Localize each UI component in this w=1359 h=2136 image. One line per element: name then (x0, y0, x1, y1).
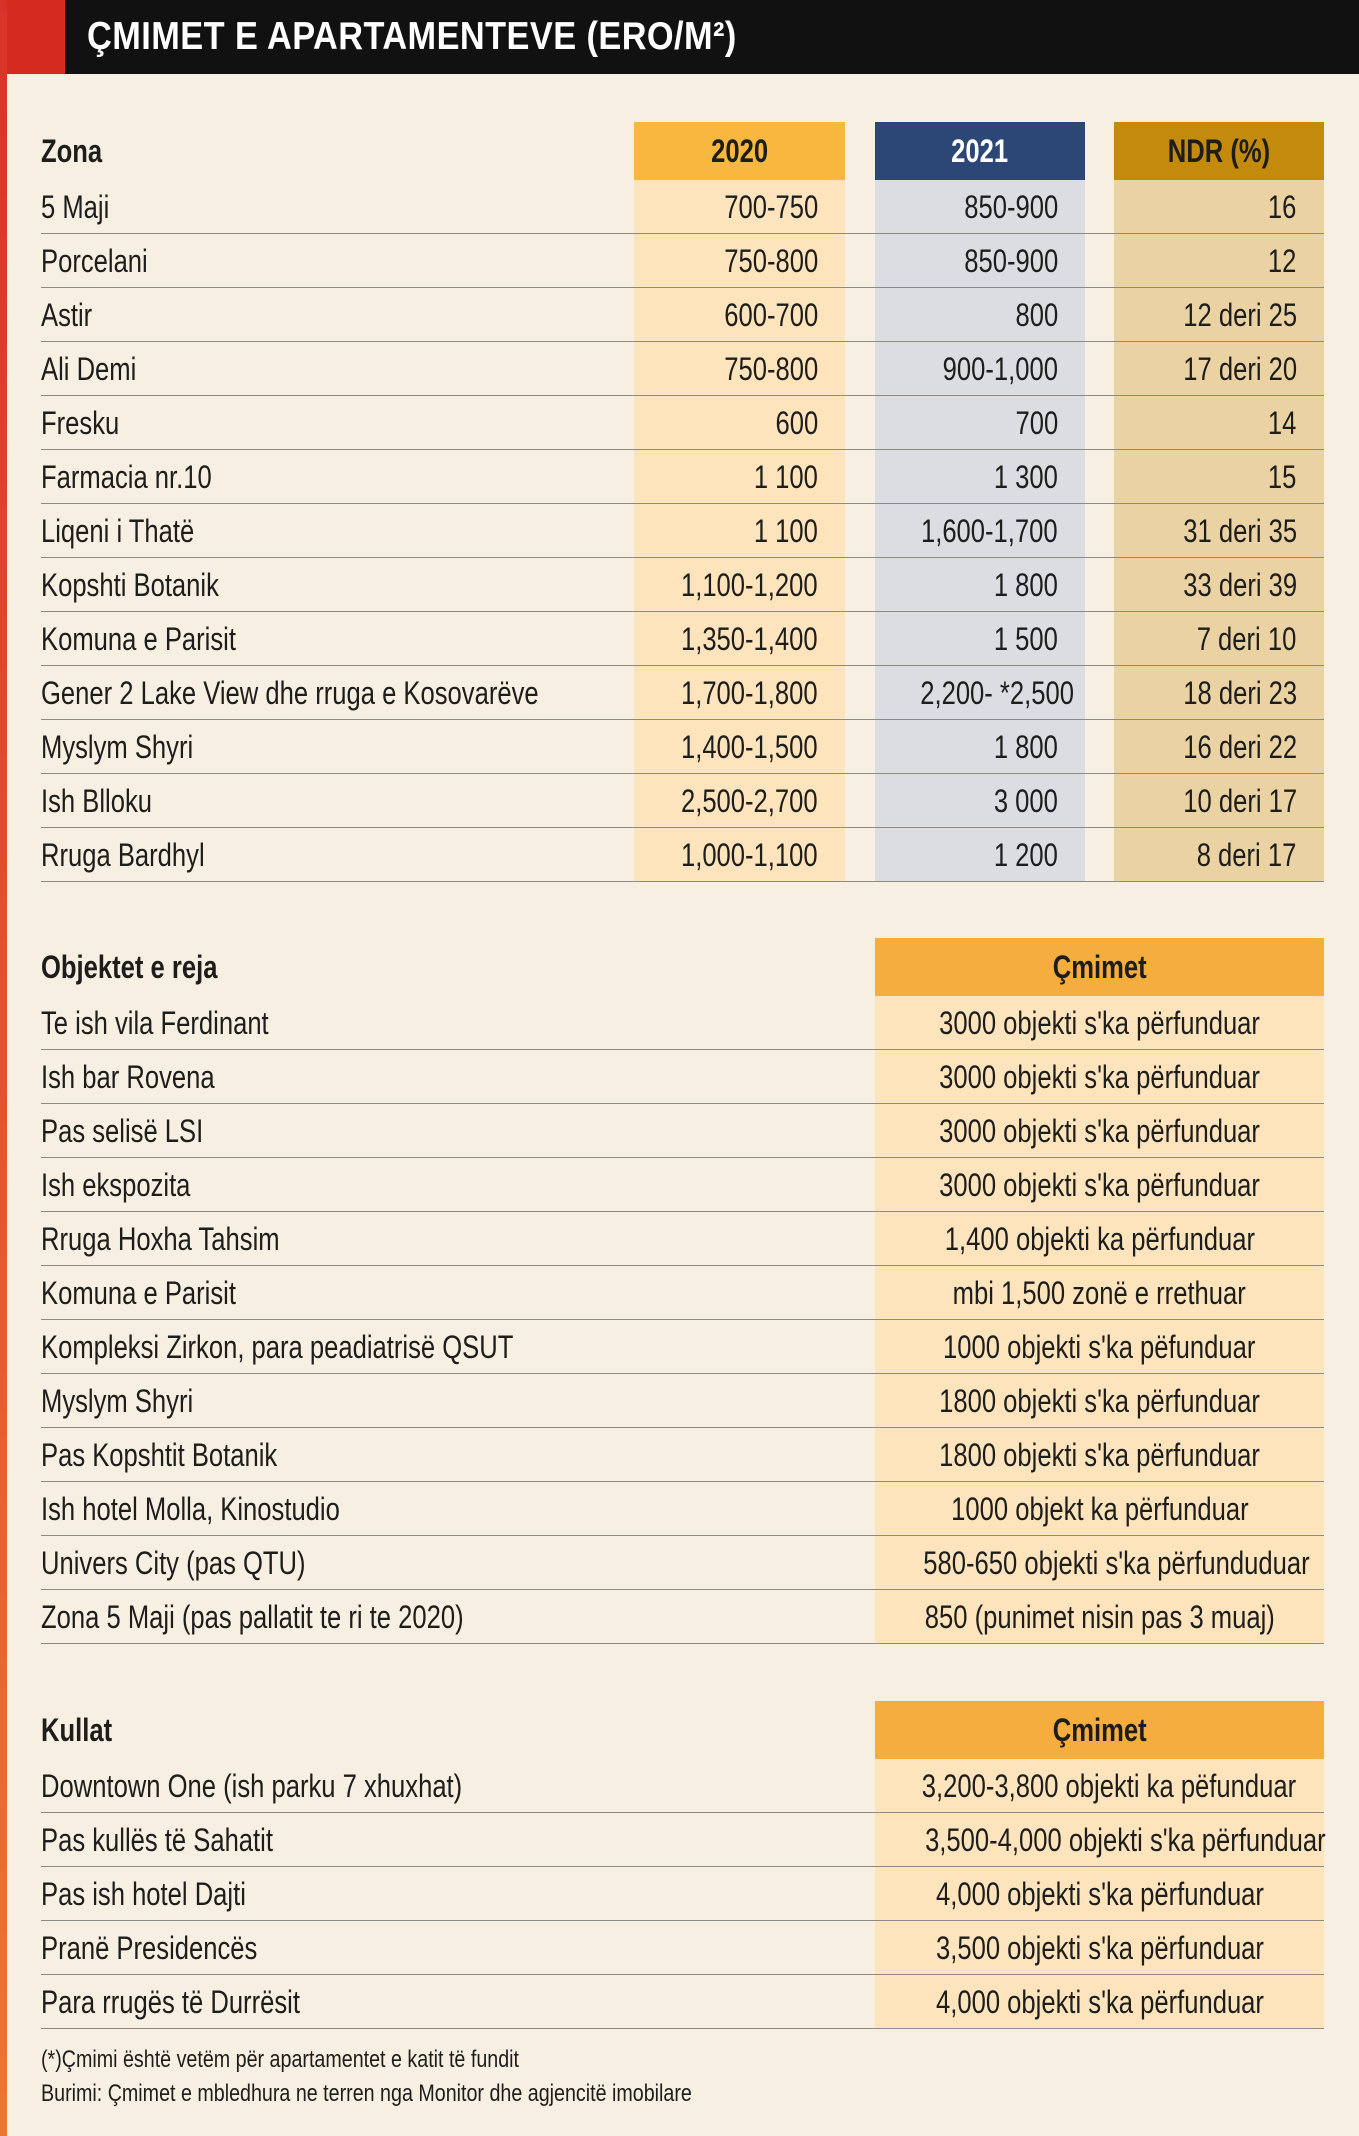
price-2020: 1,100-1,200 (634, 558, 845, 611)
building-name: Ish ekspozita (41, 1167, 191, 1203)
building-price: 1,400 objekti ka përfunduar (875, 1212, 1324, 1265)
zone-name: Ish Blloku (41, 783, 152, 819)
year-2021-column-header: 2021 (875, 122, 1085, 180)
price-2020: 1,400-1,500 (634, 720, 845, 773)
price-2021: 700 (875, 396, 1085, 449)
table-row (41, 1266, 1324, 1320)
price-2020: 600-700 (634, 288, 845, 341)
table-row (41, 1759, 1324, 1813)
building-price: mbi 1,500 zonë e rrethuar (875, 1266, 1324, 1319)
building-name: Pranë Presidencës (41, 1930, 258, 1966)
zone-name: 5 Maji (41, 189, 110, 225)
price-2021: 1 300 (875, 450, 1085, 503)
building-price: 4,000 objekti s'ka përfunduar (875, 1867, 1324, 1920)
zone-name: Porcelani (41, 243, 148, 279)
table-row (41, 504, 1324, 558)
table-row (41, 1867, 1324, 1921)
table-row (41, 666, 1324, 720)
table-row (41, 180, 1324, 234)
price-2020: 600 (634, 396, 845, 449)
table-row (41, 1813, 1324, 1867)
page-title: ÇMIMET E APARTAMENTEVE (ERO/M²) (87, 15, 737, 58)
building-price: 3000 objekti s'ka përfunduar (875, 1104, 1324, 1157)
price-2020: 750-800 (634, 234, 845, 287)
price-2020: 700-750 (634, 180, 845, 233)
new-buildings-price-header: Çmimet (875, 938, 1324, 996)
price-2020: 1 100 (634, 450, 845, 503)
building-price: 1000 objekti s'ka pëfunduar (875, 1320, 1324, 1373)
table-row (41, 1428, 1324, 1482)
zone-name: Rruga Bardhyl (41, 837, 205, 873)
building-name: Te ish vila Ferdinant (41, 1005, 269, 1041)
price-2021: 800 (875, 288, 1085, 341)
price-2021: 3 000 (875, 774, 1085, 827)
new-buildings-table (41, 938, 1324, 1644)
year-2020-column-header: 2020 (634, 122, 845, 180)
zone-name: Fresku (41, 405, 120, 441)
zone-name: Komuna e Parisit (41, 621, 236, 657)
building-name: Univers City (pas QTU) (41, 1545, 306, 1581)
building-name: Pas selisë LSI (41, 1113, 204, 1149)
table-row (41, 450, 1324, 504)
building-price: 580-650 objekti s'ka përfunduduar (875, 1536, 1324, 1589)
building-price: 3,200-3,800 objekti ka pëfunduar (875, 1759, 1324, 1812)
zone-name: Astir (41, 297, 93, 333)
header-accent-block (7, 0, 65, 74)
change-column-header: NDR (%) (1114, 122, 1324, 180)
change-percent: 31 deri 35 (1114, 504, 1324, 557)
change-percent: 12 deri 25 (1114, 288, 1324, 341)
price-2020: 1,700-1,800 (634, 666, 845, 719)
price-2020: 1 100 (634, 504, 845, 557)
price-2021: 1 800 (875, 720, 1085, 773)
price-2021: 1 800 (875, 558, 1085, 611)
building-price: 3,500-4,000 objekti s'ka përfunduar (875, 1813, 1324, 1866)
change-percent: 14 (1114, 396, 1324, 449)
change-percent: 7 deri 10 (1114, 612, 1324, 665)
building-name: Komuna e Parisit (41, 1275, 236, 1311)
zones-table (41, 122, 1324, 882)
new-buildings-header-row (41, 938, 1324, 996)
zone-column-header: Zona (41, 133, 103, 169)
table-row (41, 1482, 1324, 1536)
change-percent: 16 (1114, 180, 1324, 233)
building-name: Pas ish hotel Dajti (41, 1876, 246, 1912)
building-price: 3000 objekti s'ka përfunduar (875, 996, 1324, 1049)
change-percent: 12 (1114, 234, 1324, 287)
table-row (41, 1536, 1324, 1590)
change-percent: 17 deri 20 (1114, 342, 1324, 395)
table-row (41, 396, 1324, 450)
towers-price-header: Çmimet (875, 1701, 1324, 1759)
table-row (41, 288, 1324, 342)
table-row (41, 1050, 1324, 1104)
page-header (7, 0, 1359, 74)
table-row (41, 720, 1324, 774)
table-row (41, 774, 1324, 828)
building-price: 4,000 objekti s'ka përfunduar (875, 1975, 1324, 2028)
price-2021: 1,600-1,700 (875, 504, 1085, 557)
building-price: 3000 objekti s'ka përfunduar (875, 1158, 1324, 1211)
building-name: Rruga Hoxha Tahsim (41, 1221, 280, 1257)
price-2021: 2,200- *2,500 (875, 666, 1085, 719)
building-name: Ish hotel Molla, Kinostudio (41, 1491, 340, 1527)
building-price: 1000 objekt ka përfunduar (875, 1482, 1324, 1535)
change-percent: 33 deri 39 (1114, 558, 1324, 611)
footnote: (*)Çmimi është vetëm për apartamentet e katit të fundit (41, 2046, 519, 2073)
table-row (41, 1212, 1324, 1266)
building-name: Pas kullës të Sahatit (41, 1822, 273, 1858)
zone-name: Farmacia nr.10 (41, 459, 212, 495)
towers-column-header: Kullat (41, 1712, 113, 1748)
building-name: Ish bar Rovena (41, 1059, 215, 1095)
building-price: 850 (punimet nisin pas 3 muaj) (875, 1590, 1324, 1643)
building-price: 3000 objekti s'ka përfunduar (875, 1050, 1324, 1103)
towers-header-row (41, 1701, 1324, 1759)
table-row (41, 1975, 1324, 2029)
change-percent: 15 (1114, 450, 1324, 503)
zone-name: Ali Demi (41, 351, 137, 387)
price-2020: 2,500-2,700 (634, 774, 845, 827)
new-buildings-column-header: Objektet e reja (41, 949, 218, 985)
change-percent: 18 deri 23 (1114, 666, 1324, 719)
table-row (41, 828, 1324, 882)
building-name: Kompleksi Zirkon, para peadiatrisë QSUT (41, 1329, 514, 1365)
change-percent: 10 deri 17 (1114, 774, 1324, 827)
building-name: Downtown One (ish parku 7 xhuxhat) (41, 1768, 463, 1804)
change-percent: 16 deri 22 (1114, 720, 1324, 773)
towers-table (41, 1701, 1324, 2029)
price-2021: 1 500 (875, 612, 1085, 665)
building-price: 1800 objekti s'ka përfunduar (875, 1374, 1324, 1427)
building-name: Myslym Shyri (41, 1383, 194, 1419)
table-row (41, 342, 1324, 396)
table-row (41, 558, 1324, 612)
zones-header-row (41, 122, 1324, 180)
price-2020: 750-800 (634, 342, 845, 395)
table-row (41, 612, 1324, 666)
table-row (41, 1374, 1324, 1428)
table-row (41, 996, 1324, 1050)
zone-name: Kopshti Botanik (41, 567, 219, 603)
zone-name: Liqeni i Thatë (41, 513, 195, 549)
zone-name: Myslym Shyri (41, 729, 194, 765)
table-row (41, 1158, 1324, 1212)
building-name: Zona 5 Maji (pas pallatit te ri te 2020) (41, 1599, 464, 1635)
table-row (41, 1104, 1324, 1158)
price-2021: 1 200 (875, 828, 1085, 881)
price-2020: 1,350-1,400 (634, 612, 845, 665)
building-name: Pas Kopshtit Botanik (41, 1437, 278, 1473)
table-row (41, 1921, 1324, 1975)
table-row (41, 1590, 1324, 1644)
table-row (41, 234, 1324, 288)
price-2020: 1,000-1,100 (634, 828, 845, 881)
change-percent: 8 deri 17 (1114, 828, 1324, 881)
building-name: Para rrugës të Durrësit (41, 1984, 300, 2020)
left-accent-bar (0, 0, 7, 2136)
source-note: Burimi: Çmimet e mbledhura ne terren nga Monitor dhe agjencitë imobilare (41, 2080, 692, 2107)
building-price: 1800 objekti s'ka përfunduar (875, 1428, 1324, 1481)
price-2021: 850-900 (875, 180, 1085, 233)
price-2021: 900-1,000 (875, 342, 1085, 395)
price-2021: 850-900 (875, 234, 1085, 287)
zone-name: Gener 2 Lake View dhe rruga e Kosovarëve (41, 675, 539, 711)
table-row (41, 1320, 1324, 1374)
building-price: 3,500 objekti s'ka përfunduar (875, 1921, 1324, 1974)
